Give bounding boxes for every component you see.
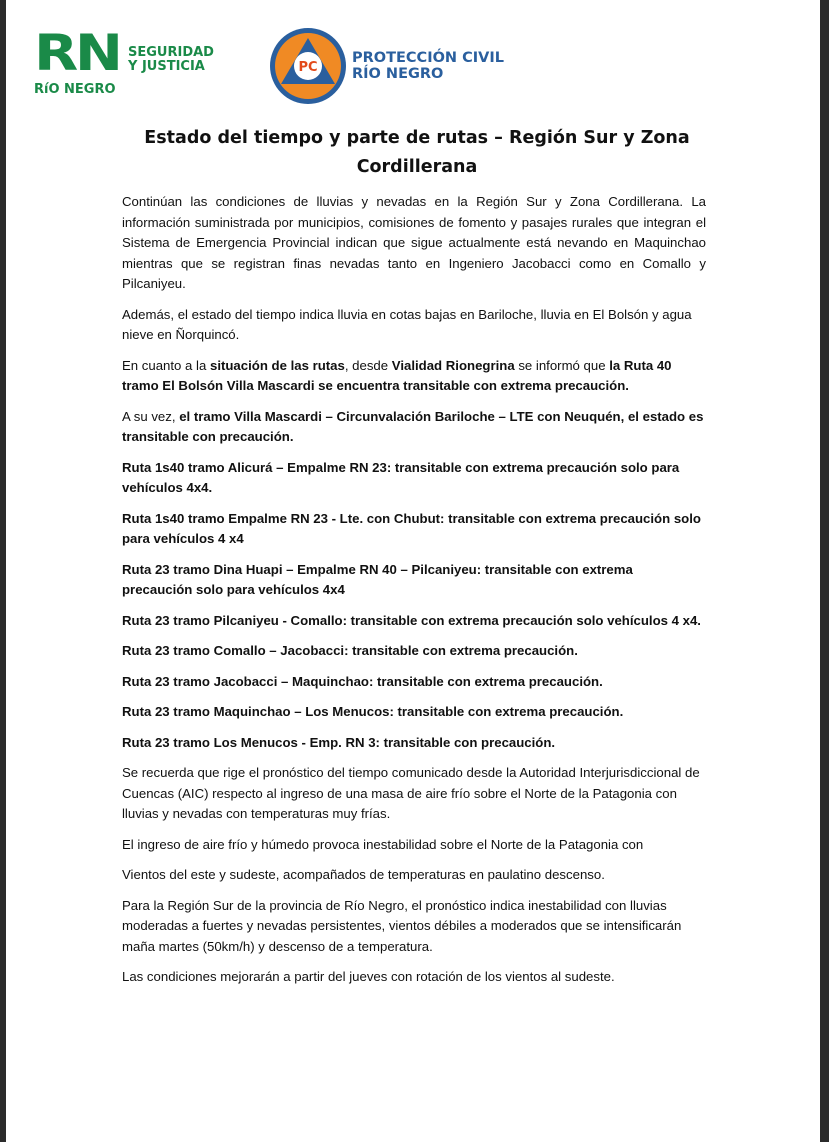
rn-logo-mark: RN: [34, 24, 120, 82]
paragraph-cold-air: El ingreso de aire frío y húmedo provoca inestabilidad sobre el Norte de la Patagonia con: [122, 836, 644, 852]
proteccion-civil-label: PROTECCIÓN CIVIL RÍO NEGRO: [352, 50, 504, 82]
paragraph-aic-forecast: Se recuerda que rige el pronóstico del tiempo comunicado desde la Autoridad Interjurisdiccional de Cuencas (AIC) respecto al ingreso de una masa de aire frío sobre el Norte de la Patagonia con lluvias y nevadas con temperaturas muy frías.: [122, 765, 700, 821]
route-item: Ruta 23 tramo Jacobacci – Maquinchao: transitable con extrema precaución.: [122, 673, 603, 689]
route-item: Ruta 1s40 tramo Alicurá – Empalme RN 23: transitable con extrema precaución solo para vehículos 4x4.: [122, 459, 680, 495]
route-item: Ruta 23 tramo Maquinchao – Los Menucos: transitable con extrema precaución.: [122, 704, 624, 719]
paragraph-mascardi: A su vez, el tramo Villa Mascardi – Circunvalación Bariloche – LTE con Neuquén, el estado es transitable con precaución.: [122, 408, 704, 444]
document-page: [6, 0, 820, 1142]
document-title: Estado del tiempo y parte de rutas – Región Sur y Zona Cordillerana: [144, 128, 690, 177]
paragraph-region-sur-forecast: Para la Región Sur de la provincia de Río Negro, el pronóstico indica inestabilidad con lluvias moderadas a fuertes y nevadas persistentes, vientos débiles a moderados que se intensificarán maña martes (50km/h) y descenso de a temperatura.: [122, 897, 682, 954]
route-item: Ruta 23 tramo Los Menucos - Emp. RN 3: transitable con precaución.: [122, 734, 556, 750]
paragraph-intro: Continúan las condiciones de lluvias y nevadas en la Región Sur y Zona Cordillerana. La información suministrada por municipios, comisiones de fomento y pasajes rurales que integran el Sistema de Emergencia Provincial indican que sigue actualmente está nevando en Maquinchao mientras que se registran finas nevadas tanto en Ingeniero Jacobacci como en Comallo y Pilcaniyeu.: [122, 194, 706, 291]
route-item: Ruta 23 tramo Comallo – Jacobacci: transitable con extrema precaución.: [122, 643, 578, 658]
route-item: Ruta 23 tramo Pilcaniyeu - Comallo: transitable con extrema precaución solo vehículos 4 x4.: [122, 612, 701, 628]
document-body: [122, 192, 706, 988]
paragraph-routes-intro: En cuanto a la situación de las rutas, desde Vialidad Rionegrina se informó que la Ruta 40 tramo El Bolsón Villa Mascardi se encuentra transitable con extrema precaución.: [122, 357, 672, 393]
rio-negro-logo: [34, 24, 120, 97]
paragraph-outlook: Las condiciones mejorarán a partir del jueves con rotación de los vientos al sudeste.: [122, 969, 615, 984]
paragraph-weather: Además, el estado del tiempo indica lluvia en cotas bajas en Bariloche, lluvia en El Bolsón y agua nieve en Ñorquincó.: [122, 306, 692, 342]
seguridad-justicia-label: SEGURIDAD Y JUSTICIA: [128, 45, 214, 74]
pc-emblem-text: PC: [298, 60, 318, 75]
proteccion-civil-emblem-icon: [268, 26, 348, 106]
rn-logo-subtitle: RíO NEGRO: [34, 82, 116, 97]
route-item: Ruta 1s40 tramo Empalme RN 23 - Lte. con Chubut: transitable con extrema precaución solo para vehículos 4 x4: [122, 510, 701, 546]
route-item: Ruta 23 tramo Dina Huapi – Empalme RN 40 – Pilcaniyeu: transitable con extrema precaución solo para vehículos 4x4: [122, 561, 633, 597]
paragraph-winds: Vientos del este y sudeste, acompañados de temperaturas en paulatino descenso.: [122, 867, 605, 882]
